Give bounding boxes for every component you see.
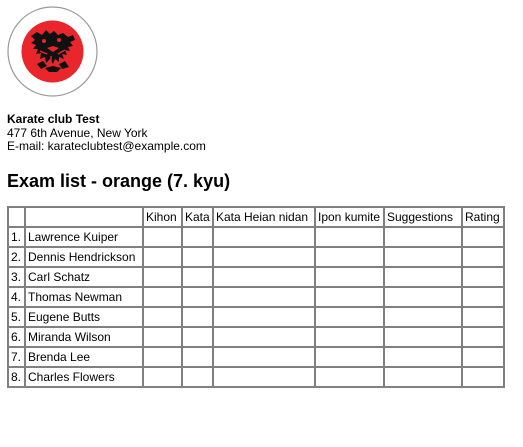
kata-heian-nidan-cell bbox=[213, 307, 315, 327]
kata-heian-nidan-cell bbox=[213, 367, 315, 387]
suggestions-cell bbox=[384, 227, 462, 247]
club-address: 477 6th Avenue, New York bbox=[7, 125, 148, 140]
header-number bbox=[8, 207, 25, 227]
kata-heian-nidan-cell bbox=[213, 227, 315, 247]
kihon-cell bbox=[143, 347, 182, 367]
kihon-cell bbox=[143, 307, 182, 327]
club-logo-icon bbox=[7, 6, 98, 97]
kata-cell bbox=[182, 367, 213, 387]
suggestions-cell bbox=[384, 307, 462, 327]
table-row bbox=[8, 287, 504, 307]
rating-cell bbox=[462, 267, 504, 287]
club-email: E-mail: karateclubtest@example.com bbox=[7, 139, 206, 153]
table-row bbox=[8, 367, 504, 387]
kata-cell bbox=[182, 267, 213, 287]
suggestions-cell bbox=[384, 267, 462, 287]
kata-heian-nidan-cell bbox=[213, 247, 315, 267]
suggestions-cell bbox=[384, 347, 462, 367]
row-number: 4. bbox=[8, 287, 25, 307]
row-number: 5. bbox=[8, 307, 25, 327]
rating-cell bbox=[462, 247, 504, 267]
row-number: 8. bbox=[8, 367, 25, 387]
ipon-kumite-cell bbox=[315, 347, 384, 367]
kata-cell bbox=[182, 327, 213, 347]
row-number: 7. bbox=[8, 347, 25, 367]
table-row bbox=[8, 267, 504, 287]
kata-heian-nidan-cell bbox=[213, 327, 315, 347]
header-kihon: Kihon bbox=[143, 207, 182, 227]
kihon-cell bbox=[143, 327, 182, 347]
kihon-cell bbox=[143, 227, 182, 247]
rating-cell bbox=[462, 347, 504, 367]
exam-title: Exam list - orange (7. kyu) bbox=[7, 171, 231, 191]
suggestions-cell bbox=[384, 287, 462, 307]
ipon-kumite-cell bbox=[315, 247, 384, 267]
exam-table bbox=[7, 206, 505, 388]
kata-heian-nidan-cell bbox=[213, 347, 315, 367]
header-ipon-kumite: Ipon kumite bbox=[315, 207, 384, 227]
row-name: Dennis Hendrickson bbox=[25, 247, 143, 267]
row-name: Miranda Wilson bbox=[25, 327, 143, 347]
suggestions-cell bbox=[384, 367, 462, 387]
rating-cell bbox=[462, 307, 504, 327]
table-row bbox=[8, 347, 504, 367]
suggestions-cell bbox=[384, 247, 462, 267]
table-header-row bbox=[8, 207, 504, 227]
kata-cell bbox=[182, 227, 213, 247]
club-info bbox=[7, 113, 206, 154]
ipon-kumite-cell bbox=[315, 227, 384, 247]
suggestions-cell bbox=[384, 327, 462, 347]
kihon-cell bbox=[143, 367, 182, 387]
row-number: 6. bbox=[8, 327, 25, 347]
table-row bbox=[8, 327, 504, 347]
table-row bbox=[8, 307, 504, 327]
table-row bbox=[8, 227, 504, 247]
row-name: Thomas Newman bbox=[25, 287, 143, 307]
rating-cell bbox=[462, 227, 504, 247]
row-name: Carl Schatz bbox=[25, 267, 143, 287]
rating-cell bbox=[462, 287, 504, 307]
kihon-cell bbox=[143, 247, 182, 267]
ipon-kumite-cell bbox=[315, 287, 384, 307]
rating-cell bbox=[462, 367, 504, 387]
row-name: Brenda Lee bbox=[25, 347, 143, 367]
row-name: Lawrence Kuiper bbox=[25, 227, 143, 247]
header-suggestions: Suggestions bbox=[384, 207, 462, 227]
ipon-kumite-cell bbox=[315, 327, 384, 347]
table-row bbox=[8, 247, 504, 267]
kihon-cell bbox=[143, 267, 182, 287]
club-name: Karate club Test bbox=[7, 112, 100, 126]
kata-cell bbox=[182, 347, 213, 367]
header-rating: Rating bbox=[462, 207, 504, 227]
ipon-kumite-cell bbox=[315, 367, 384, 387]
tiger-logo-icon bbox=[7, 6, 98, 97]
kata-heian-nidan-cell bbox=[213, 267, 315, 287]
row-number: 2. bbox=[8, 247, 25, 267]
ipon-kumite-cell bbox=[315, 267, 384, 287]
rating-cell bbox=[462, 327, 504, 347]
row-name: Eugene Butts bbox=[25, 307, 143, 327]
row-number: 3. bbox=[8, 267, 25, 287]
kata-heian-nidan-cell bbox=[213, 287, 315, 307]
header-name bbox=[25, 207, 143, 227]
kihon-cell bbox=[143, 287, 182, 307]
row-number: 1. bbox=[8, 227, 25, 247]
header-kata-heian-nidan: Kata Heian nidan bbox=[213, 207, 315, 227]
ipon-kumite-cell bbox=[315, 307, 384, 327]
kata-cell bbox=[182, 247, 213, 267]
kata-cell bbox=[182, 287, 213, 307]
kata-cell bbox=[182, 307, 213, 327]
row-name: Charles Flowers bbox=[25, 367, 143, 387]
header-kata: Kata bbox=[182, 207, 213, 227]
